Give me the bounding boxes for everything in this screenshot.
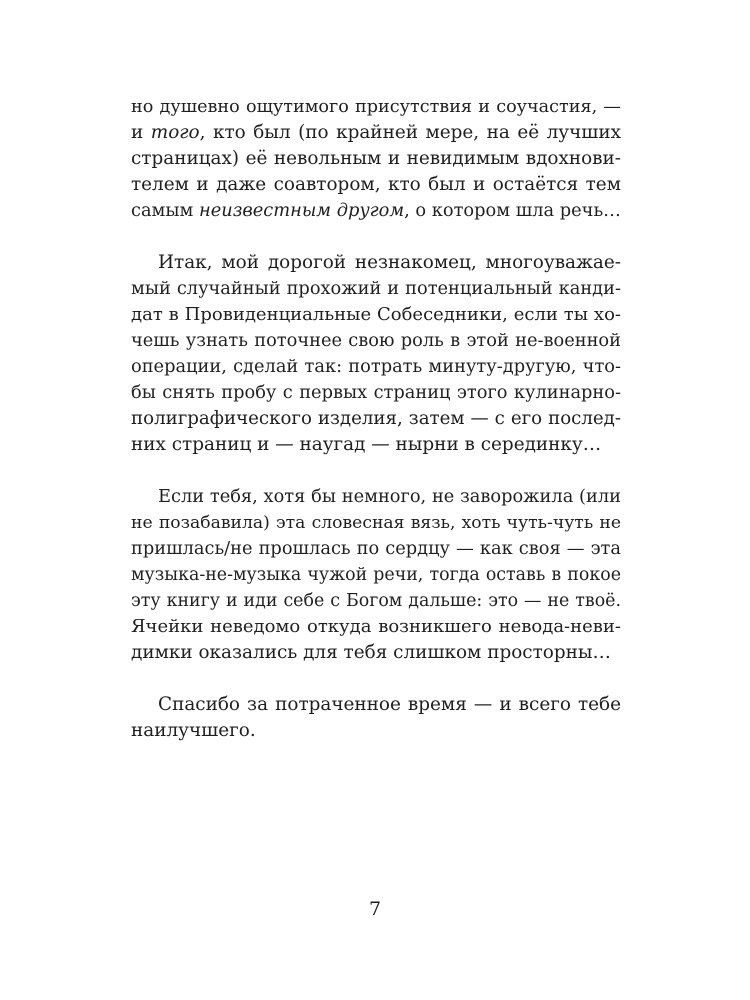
text-segment: мый случайный прохожий и потенциальный канди- — [131, 278, 621, 299]
text-segment: Спасибо за потраченное время — и всего тебе — [158, 694, 621, 715]
text-line — [131, 198, 621, 224]
paragraph — [131, 692, 621, 744]
text-segment: и — [131, 122, 151, 143]
text-line — [131, 718, 621, 744]
text-segment: , кто был (по крайней мере, на её лучших — [199, 122, 621, 143]
text-segment: полиграфического изделия, затем — с его послед- — [131, 408, 621, 429]
paragraph — [131, 250, 621, 458]
text-line — [131, 354, 621, 380]
text-line — [131, 510, 621, 536]
text-line — [131, 146, 621, 172]
text-line — [131, 120, 621, 146]
text-segment: музыка-не-музыка чужой речи, тогда оставь в покое — [131, 565, 621, 585]
text-line — [131, 380, 621, 406]
paragraph — [131, 94, 621, 224]
text-line — [131, 692, 621, 718]
paragraph-gap — [131, 458, 621, 484]
text-line — [131, 562, 621, 588]
text-segment: Если тебя, хотя бы немного, не заворожила (или — [158, 486, 621, 507]
text-segment: них страниц и — наугад — нырни в серединку… — [131, 434, 602, 455]
paragraph — [131, 484, 621, 666]
text-line — [131, 302, 621, 328]
text-segment: дат в Провиденциальные Собеседники, если ты хо- — [131, 304, 621, 325]
text-line — [131, 536, 621, 562]
text-segment: телем и даже соавтором, кто был и остаётся тем — [131, 174, 621, 195]
text-segment: Ячейки неведомо откуда возникшего невода-неви- — [131, 616, 621, 637]
text-segment: страницах) её невольным и невидимым вдохнови- — [131, 148, 621, 169]
text-segment: не позабавила) эта словесная вязь, хоть чуть-чуть не — [131, 513, 621, 533]
text-line — [131, 406, 621, 432]
text-line — [131, 640, 621, 666]
text-line — [131, 94, 621, 120]
italic-phrase: неизвестным другом — [199, 200, 405, 221]
text-segment: , о котором шла речь… — [404, 200, 621, 221]
text-line — [131, 484, 621, 510]
paragraph-gap — [131, 666, 621, 692]
text-segment: чешь узнать поточнее свою роль в этой не-военной — [131, 330, 621, 351]
text-line — [131, 588, 621, 614]
text-line — [131, 614, 621, 640]
text-line — [131, 172, 621, 198]
text-segment: самым — [131, 200, 200, 221]
text-segment: димки оказались для тебя слишком просторны… — [131, 642, 611, 663]
text-segment: бы снять пробу с первых страниц этого кулинарно- — [131, 382, 621, 403]
text-segment: операции, сделай так: потрать минуту-другую, что- — [131, 356, 621, 377]
text-segment: эту книгу и иди себе с Богом дальше: это — не твоё. — [131, 591, 621, 611]
text-line — [131, 328, 621, 354]
text-segment: пришлась/не прошлась по сердцу — как своя — эта — [131, 538, 621, 559]
text-segment: наилучшего. — [131, 720, 256, 741]
text-line — [131, 432, 621, 458]
italic-phrase: того — [150, 122, 200, 143]
page-number: 7 — [368, 898, 382, 920]
text-line — [131, 250, 621, 276]
body-text — [131, 94, 621, 744]
paragraph-gap — [131, 224, 621, 250]
text-segment: но душевно ощутимого присутствия и соучастия, — — [131, 97, 621, 117]
text-line — [131, 276, 621, 302]
text-segment: Итак, мой дорогой незнакомец, многоуважае- — [158, 252, 621, 273]
